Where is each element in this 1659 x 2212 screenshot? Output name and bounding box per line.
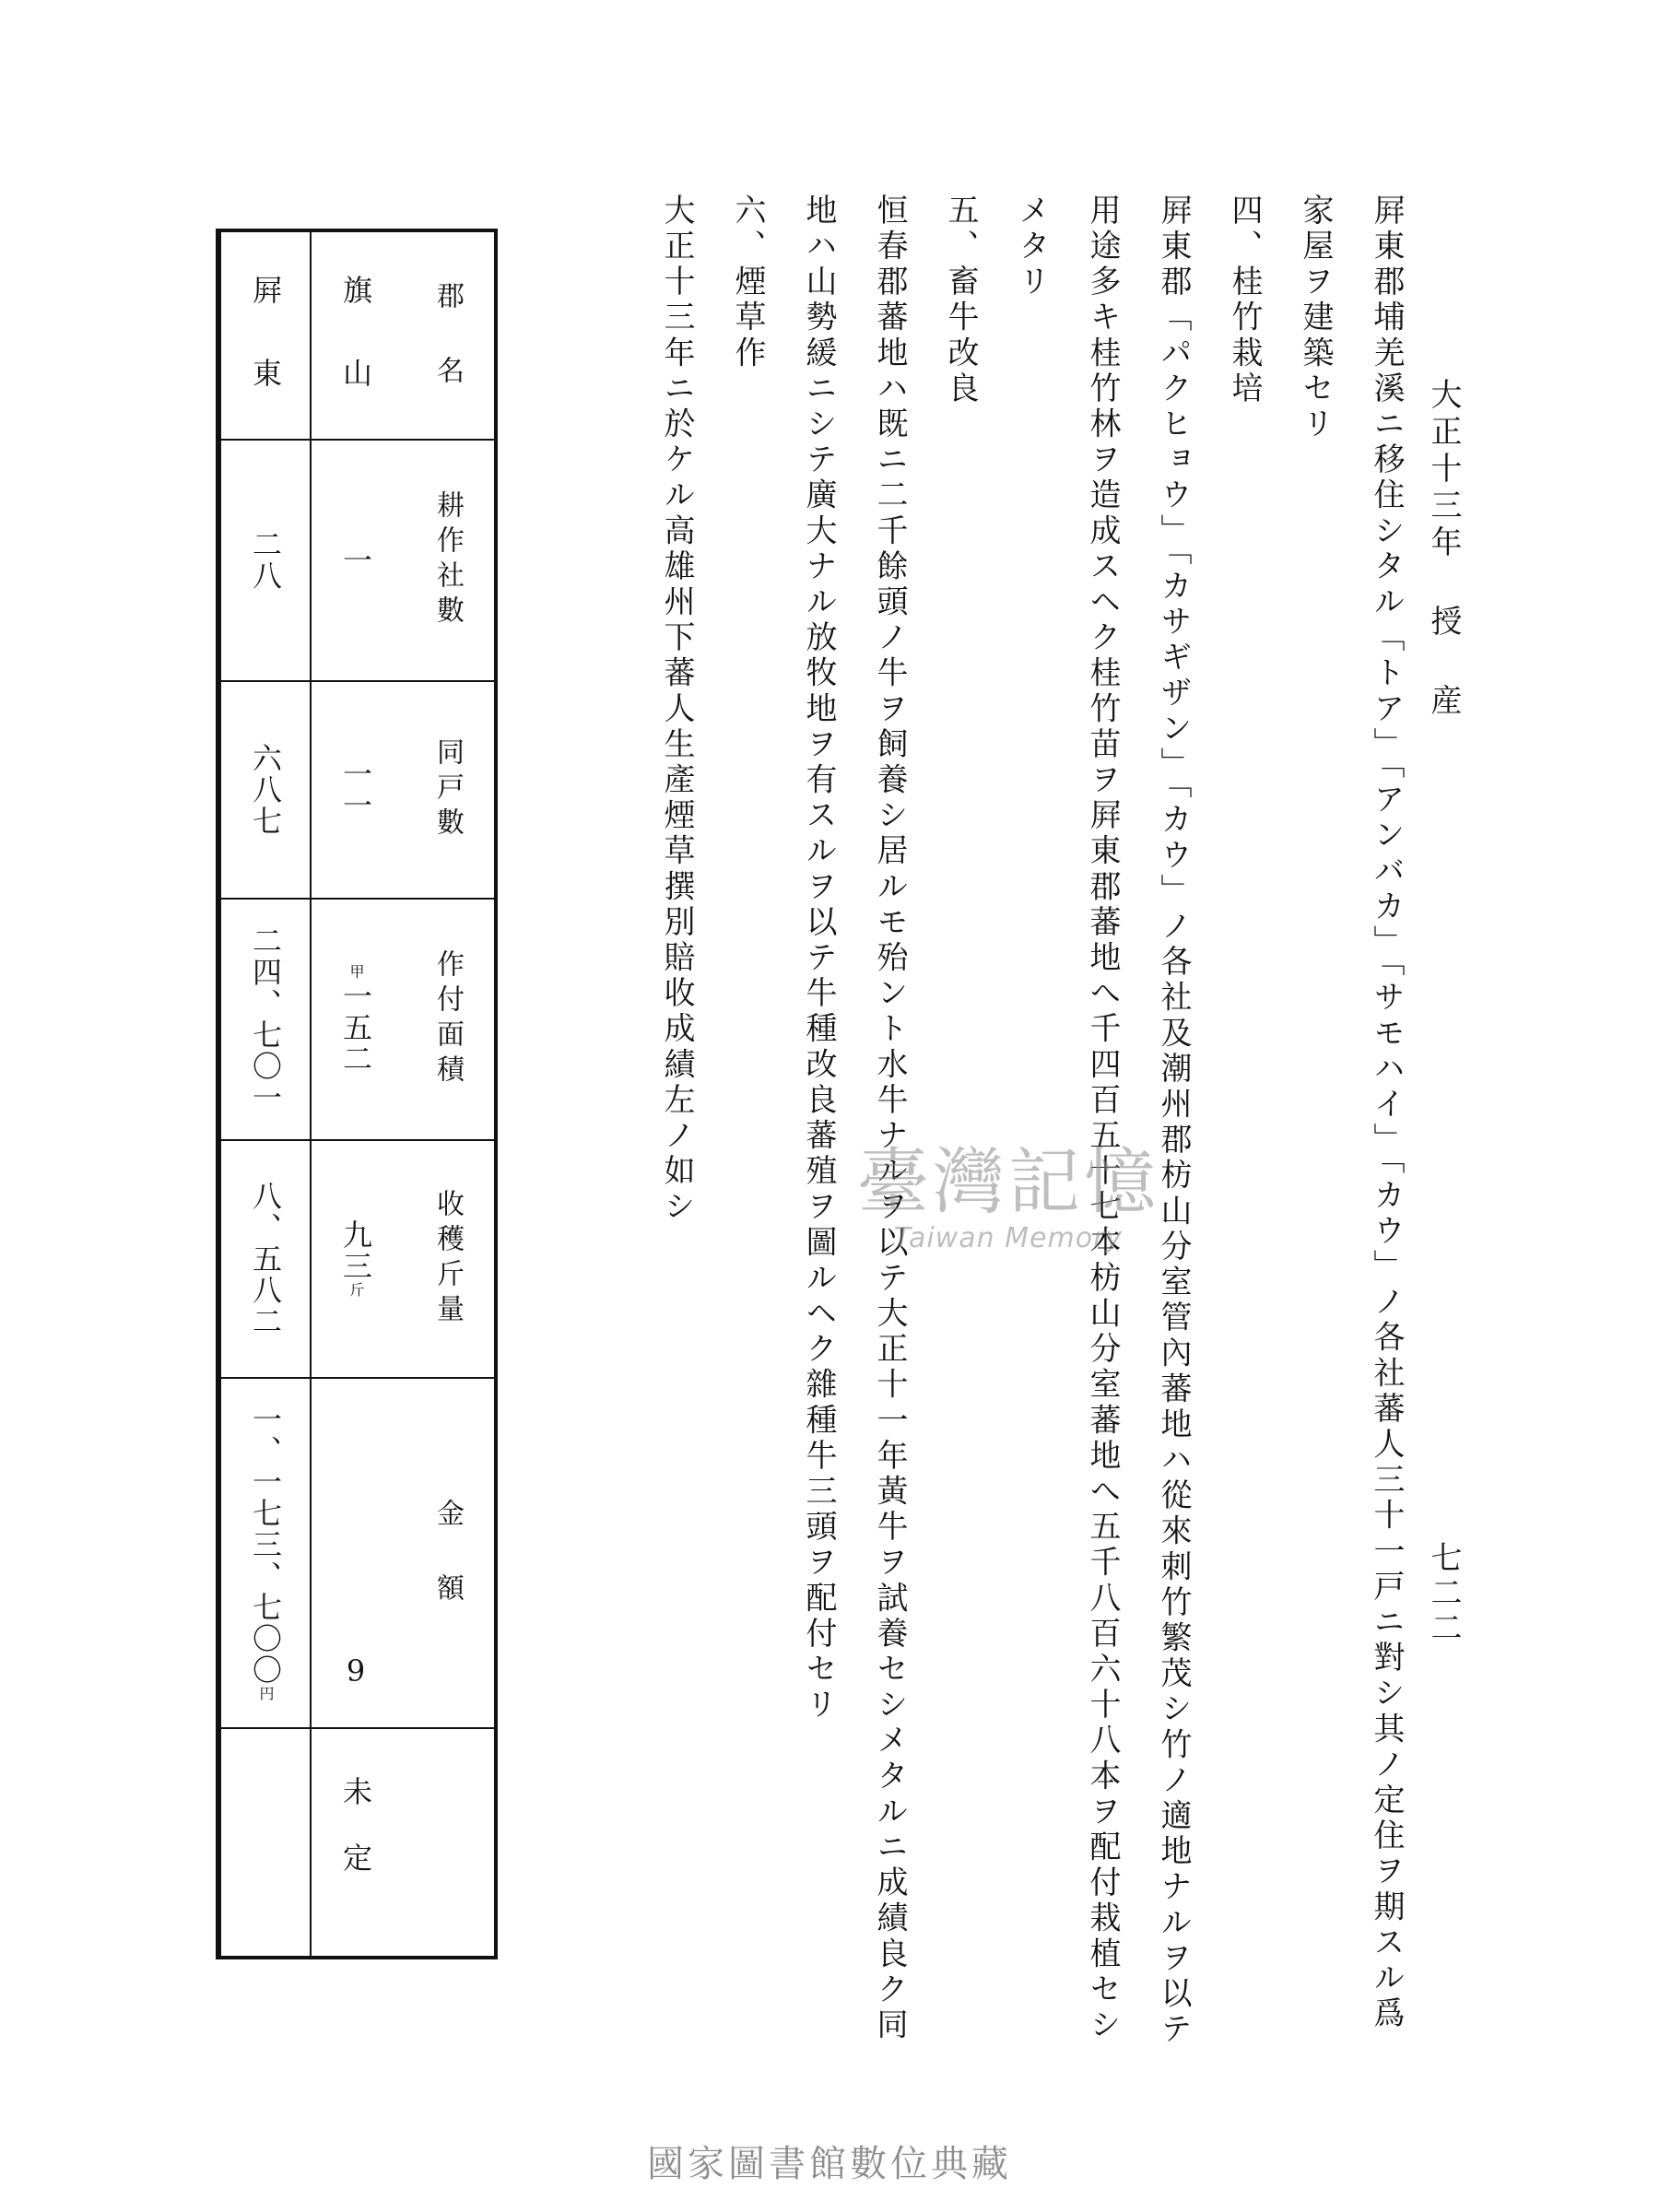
cell-villages: 一 bbox=[312, 439, 400, 680]
unit-yen: 円 bbox=[257, 1686, 275, 1702]
section-heading-4: 四、桂竹栽培 bbox=[1226, 194, 1263, 407]
body-column-2: 家屋ヲ建築セリ bbox=[1297, 194, 1334, 443]
cell-district: 旗 山 bbox=[338, 275, 373, 396]
header-households: 同戸數 bbox=[400, 680, 494, 898]
running-header-title: 大正十三年 授 産 bbox=[1425, 378, 1462, 721]
cell-area: 二四、七〇一 bbox=[221, 898, 310, 1139]
watermark bbox=[857, 1124, 1159, 1254]
cell-harvest: 九三斤 bbox=[312, 1139, 400, 1377]
cell-amount: 9 bbox=[312, 1377, 400, 1727]
cell-area: 甲一五二 bbox=[312, 898, 400, 1139]
body-column-9: 地ハ山勢緩ニシテ廣大ナル放牧地ヲ有スルヲ以テ牛種改良蕃殖ヲ圖ルヘク雜種牛三頭ヲ配付セリ bbox=[800, 194, 837, 1724]
unit-kou: 甲 bbox=[347, 964, 365, 981]
footer-credit: 國家圖書館數位典藏 bbox=[647, 2143, 1012, 2185]
body-column-4: 屛東郡「パクヒョウ」「カサギザン」「カウ」ノ各社及潮州郡枋山分室管內蕃地ハ從來刺竹繁茂シ竹ノ適地ナルヲ以テ bbox=[1155, 194, 1192, 2048]
cell-harvest: 八、五八二 bbox=[221, 1139, 310, 1377]
cell-villages: 二八 bbox=[221, 439, 310, 680]
page-number: 七二二 bbox=[1425, 1541, 1462, 1646]
section-heading-6: 六、煙草作 bbox=[729, 194, 766, 371]
cell-amount: 一、一七三、七〇〇円 bbox=[221, 1377, 310, 1727]
cell-district: 屛 東 bbox=[248, 275, 283, 396]
cell-households: 一一 bbox=[312, 680, 400, 898]
table-header-column bbox=[400, 232, 494, 1956]
header-note bbox=[400, 1727, 494, 1956]
body-column-8: 恒春郡蕃地ハ既ニ二千餘頭ノ牛ヲ飼養シ居ルモ殆ント水牛ナルヲ以テ大正十一年黃牛ヲ試養セシメタルニ成績良ク同 bbox=[871, 194, 908, 2044]
cell-note: 未定 bbox=[312, 1727, 400, 1956]
header-amount: 金 額 bbox=[400, 1377, 494, 1727]
header-district: 郡 名 bbox=[431, 280, 464, 391]
section-heading-5: 五、畜牛改良 bbox=[942, 194, 979, 407]
table-row bbox=[310, 232, 400, 1956]
cell-households: 六八七 bbox=[221, 680, 310, 898]
body-column-6: メタリ bbox=[1013, 194, 1050, 300]
body-column-11: 大正十三年ニ於ケル高雄州下蕃人生產煙草撰別賠收成績左ノ如シ bbox=[658, 194, 695, 1226]
tobacco-table bbox=[216, 229, 498, 1959]
watermark-chinese: 臺灣記憶 bbox=[857, 1141, 1160, 1224]
cell-note bbox=[221, 1727, 310, 1956]
unit-kin: 斤 bbox=[347, 1282, 365, 1299]
header-area: 作付面積 bbox=[400, 898, 494, 1139]
header-villages: 耕作社數 bbox=[400, 439, 494, 680]
body-column-5: 用途多キ桂竹林ヲ造成スヘク桂竹苗ヲ屛東郡蕃地へ千四百五十七本枋山分室蕃地へ五千八百六十八本ヲ配付栽植セシ bbox=[1084, 194, 1121, 2044]
body-column-1: 屛東郡埔羌溪ニ移住シタル「トア」「アンバカ」「サモハイ」「カウ」ノ各社蕃人三十一戸ニ對シ其ノ定住ヲ期スル爲 bbox=[1368, 194, 1405, 2032]
header-harvest: 收穫斤量 bbox=[400, 1139, 494, 1377]
table-row bbox=[219, 232, 310, 1956]
watermark-english: Taiwan Memory bbox=[893, 1222, 1124, 1254]
